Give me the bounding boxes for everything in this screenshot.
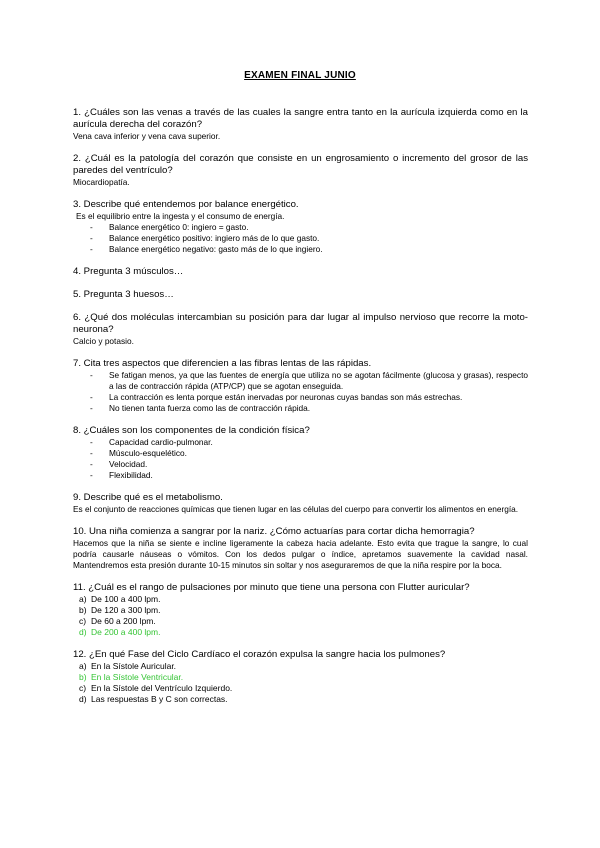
question-text: 11. ¿Cuál es el rango de pulsaciones por minuto que tiene una persona con Flutter auricular? <box>73 582 470 593</box>
answer-options <box>73 661 528 705</box>
option-text: En la Sístole Auricular. <box>91 661 177 671</box>
option-letter: d) <box>79 694 87 704</box>
question-text: 5. Pregunta 3 huesos… <box>73 289 174 300</box>
question-5 <box>73 289 528 301</box>
question-text: 7. Cita tres aspectos que diferencien a las fibras lentas de las rápidas. <box>73 358 372 369</box>
option-item <box>73 683 528 694</box>
bullet-item: - Capacidad cardio-pulmonar. <box>73 437 528 448</box>
answer-text: Calcio y potasio. <box>73 336 134 346</box>
bullet-item: - Balance energético 0: ingiero = gasto. <box>73 222 528 233</box>
question-text: 9. Describe qué es el metabolismo. <box>73 492 223 503</box>
option-text: En la Sístole del Ventrículo Izquierdo. <box>91 683 233 693</box>
bullet-item: - Balance energético positivo: ingiero más de lo que gasto. <box>73 233 528 244</box>
bullet-item: - Flexibilidad. <box>73 470 528 481</box>
option-letter: c) <box>79 683 87 693</box>
answer-bullet-list <box>73 370 528 414</box>
answer-options <box>73 594 528 638</box>
question-text: 8. ¿Cuáles son los componentes de la condición física? <box>73 425 310 436</box>
option-item <box>73 627 528 638</box>
bullet-item: - Balance energético negativo: gasto más de lo que ingiero. <box>73 244 528 255</box>
option-letter: b) <box>79 672 87 682</box>
option-letter: d) <box>79 627 87 637</box>
option-text: De 100 a 400 lpm. <box>91 594 161 604</box>
question-12 <box>73 649 528 705</box>
question-text: 12. ¿En qué Fase del Ciclo Cardíaco el corazón expulsa la sangre hacia los pulmones? <box>73 649 446 660</box>
question-text: 6. ¿Qué dos moléculas intercambian su posición para dar lugar al impulso nervioso que recorre la moto-neurona? <box>73 312 528 335</box>
answer-text: Es el equilibrio entre la ingesta y el consumo de energía. <box>76 211 285 221</box>
question-7 <box>73 358 528 414</box>
option-text: De 120 a 300 lpm. <box>91 605 161 615</box>
questions-list <box>73 107 528 716</box>
question-10 <box>73 526 528 571</box>
bullet-item: - No tienen tanta fuerza como las de contracción rápida. <box>73 403 528 414</box>
bullet-item: - La contracción es lenta porque están inervadas por neuronas cuyas bandas son más estrechas. <box>73 392 528 403</box>
option-letter: a) <box>79 661 87 671</box>
option-text: En la Sístole Ventricular. <box>91 672 184 682</box>
question-8 <box>73 425 528 481</box>
option-text: De 60 a 200 lpm. <box>91 616 156 626</box>
option-item <box>73 594 528 605</box>
answer-text: Miocardiopatía. <box>73 177 130 187</box>
option-item <box>73 605 528 616</box>
option-letter: c) <box>79 616 87 626</box>
option-item <box>73 616 528 627</box>
question-1 <box>73 107 528 142</box>
question-text: 3. Describe qué entendemos por balance energético. <box>73 199 299 210</box>
question-text: 4. Pregunta 3 músculos… <box>73 266 184 277</box>
answer-text: Hacemos que la niña se siente e incline ligeramente la cabeza hacia adelante. Esto evita que trague la sangre, lo cual podría causarle náuseas o vómitos. Con los dedos pulgar o índice, apretamos suavemente la cavidad nasal. Mantendremos esta presión durante 10-15 minutos sin soltar y nos aseguraremos de que la niña respire por la boca. <box>73 538 528 570</box>
bullet-item: - Se fatigan menos, ya que las fuentes de energía que utiliza no se agotan fácilmente (glucosa y grasas), respecto a las de contracción rápida (ATP/CP) que se agotan enseguida. <box>73 370 528 392</box>
bullet-item: - Músculo-esquelético. <box>73 448 528 459</box>
exam-title: EXAMEN FINAL JUNIO <box>244 70 356 81</box>
question-2 <box>73 153 528 188</box>
question-text: 1. ¿Cuáles son las venas a través de las cuales la sangre entra tanto en la aurícula izquierda como en la aurícula derecha del corazón? <box>73 107 528 130</box>
answer-text: Vena cava inferior y vena cava superior. <box>73 131 221 141</box>
option-item <box>73 694 528 705</box>
question-text: 2. ¿Cuál es la patología del corazón que consiste en un engrosamiento o incremento del grosor de las paredes del ventrículo? <box>73 153 528 176</box>
option-item <box>73 661 528 672</box>
question-6 <box>73 312 528 347</box>
question-3 <box>73 199 528 255</box>
option-letter: b) <box>79 605 87 615</box>
option-text: Las respuestas B y C son correctas. <box>91 694 228 704</box>
question-11 <box>73 582 528 638</box>
question-9 <box>73 492 528 515</box>
question-text: 10. Una niña comienza a sangrar por la nariz. ¿Cómo actuarías para cortar dicha hemorragia? <box>73 526 475 537</box>
option-item <box>73 672 528 683</box>
answer-bullet-list <box>73 222 528 255</box>
question-4 <box>73 266 528 278</box>
option-letter: a) <box>79 594 87 604</box>
answer-bullet-list <box>73 437 528 481</box>
answer-text: Es el conjunto de reacciones químicas que tienen lugar en las células del cuerpo para convertir los alimentos en energía. <box>73 504 519 514</box>
bullet-item: - Velocidad. <box>73 459 528 470</box>
option-text: De 200 a 400 lpm. <box>91 627 161 637</box>
